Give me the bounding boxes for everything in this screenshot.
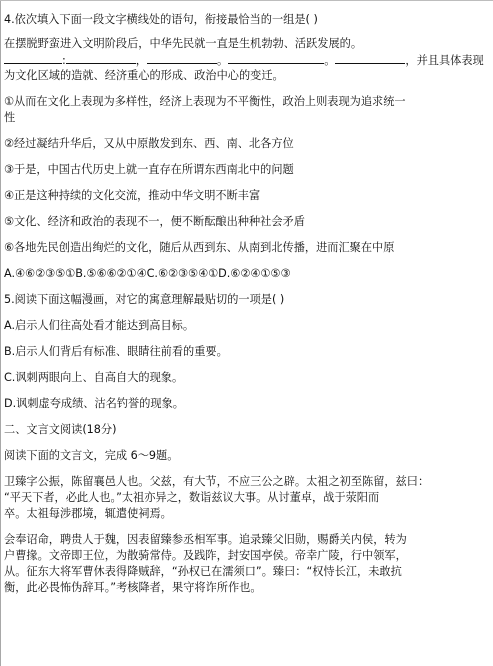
page-border-left: [0, 0, 1, 666]
blank-separator: ，: [135, 54, 147, 67]
section-2-title: 二、文言文阅读(18分): [4, 423, 117, 436]
passage-paragraph-2-line-3: 从。征东大将军曹休表得降贼辞，“孙权已在濡须口”。臻曰：“权恃长江，未敢抗: [4, 565, 402, 578]
fill-blank-1: [4, 52, 62, 64]
question-4-item-1: ①从而在文化上表现为多样性，经济上表现为不平衡性，政治上则表现为追求统一: [4, 95, 406, 108]
question-5-option-c: C.讽刺两眼向上、自高自大的现象。: [4, 371, 184, 384]
question-4-item-1-cont: 性: [4, 111, 16, 124]
question-4-item-2: ②经过凝结升华后，又从中原散发到东、西、南、北各方位: [4, 137, 294, 150]
question-4-item-6: ⑥各地先民创造出绚烂的文化，随后从西到东、从南到北传播，进而汇聚在中原: [4, 241, 395, 254]
question-4-item-5: ⑤文化、经济和政治的表现不一，便不断酝酿出种种社会矛盾: [4, 215, 305, 228]
passage-paragraph-2-line-2: 户曹掾。文帝即王位，为散骑常侍。及践阼，封安国亭侯。帝幸广陵，行中领军，: [4, 549, 407, 562]
question-4-item-3: ③于是，中国古代历史上就一直存在所谓东西南北中的问题: [4, 163, 294, 176]
blank-separator: 。: [324, 54, 336, 67]
question-5-option-d: D.讽刺虚夸成绩、沽名钓誉的现象。: [4, 397, 184, 410]
question-4-options: A.④⑥②③⑤①B.⑤⑥⑥②①④C.⑥②③⑤④①D.⑥②④①⑤③: [4, 267, 291, 280]
blank-separator: :: [62, 54, 66, 67]
passage-paragraph-1-line-2: “平天下者，必此人也。”太祖亦异之，数诣兹议大事。从讨董卓，战于荥阳而: [4, 491, 380, 504]
question-4-item-4: ④正是这种持续的文化交流，推动中华文明不断丰富: [4, 189, 261, 202]
passage-paragraph-1-line-1: 卫臻字公振，陈留襄邑人也。父兹，有大节，不应三公之辟。太祖之初至陈留，兹曰：: [4, 475, 430, 488]
passage-paragraph-1-line-3: 卒。太祖每涉郡境，辄遣使祠焉。: [4, 507, 172, 520]
passage-paragraph-2-line-4: 衡，此必畏怖伪辞耳。”考核降者，果守将诈所作也。: [4, 581, 262, 594]
question-5-option-a: A.启示人们往高处看才能达到高目标。: [4, 319, 195, 332]
section-2-instruction: 阅读下面的文言文，完成 6～9题。: [4, 449, 179, 462]
document-content: [4, 12, 486, 596]
question-4-passage-tail: ，并且具体表现: [405, 54, 484, 67]
question-4-stem: 4.依次填入下面一段文字横线处的语句，衔接最恰当的一组是( ): [4, 13, 318, 26]
passage-paragraph-2-line-1: 会奉诏命，聘贵人于魏，因表留臻参丞相军事。追录臻父旧勋，赐爵关内侯，转为: [4, 533, 407, 546]
question-4-blank-line: [4, 52, 486, 68]
page-border-top: [0, 0, 493, 1]
question-5-stem: 5.阅读下面这幅漫画，对它的寓意理解最贴切的一项是( ): [4, 293, 285, 306]
fill-blank-2: [66, 52, 136, 64]
fill-blank-3: [147, 52, 217, 64]
blank-separator: 。: [216, 54, 229, 67]
question-4-passage-line-1: 在摆脱野蛮进入文明阶段后，中华先民就一直是生机勃勃、活跃发展的。: [4, 37, 363, 50]
fill-blank-5: [335, 52, 405, 64]
question-4-passage-line-3: 为文化区域的造就、经济重心的形成、政治中心的变迁。: [4, 69, 284, 82]
fill-blank-4: [228, 52, 324, 64]
question-5-option-b: B.启示人们背后有标准、眼睛往前看的重要。: [4, 345, 228, 358]
